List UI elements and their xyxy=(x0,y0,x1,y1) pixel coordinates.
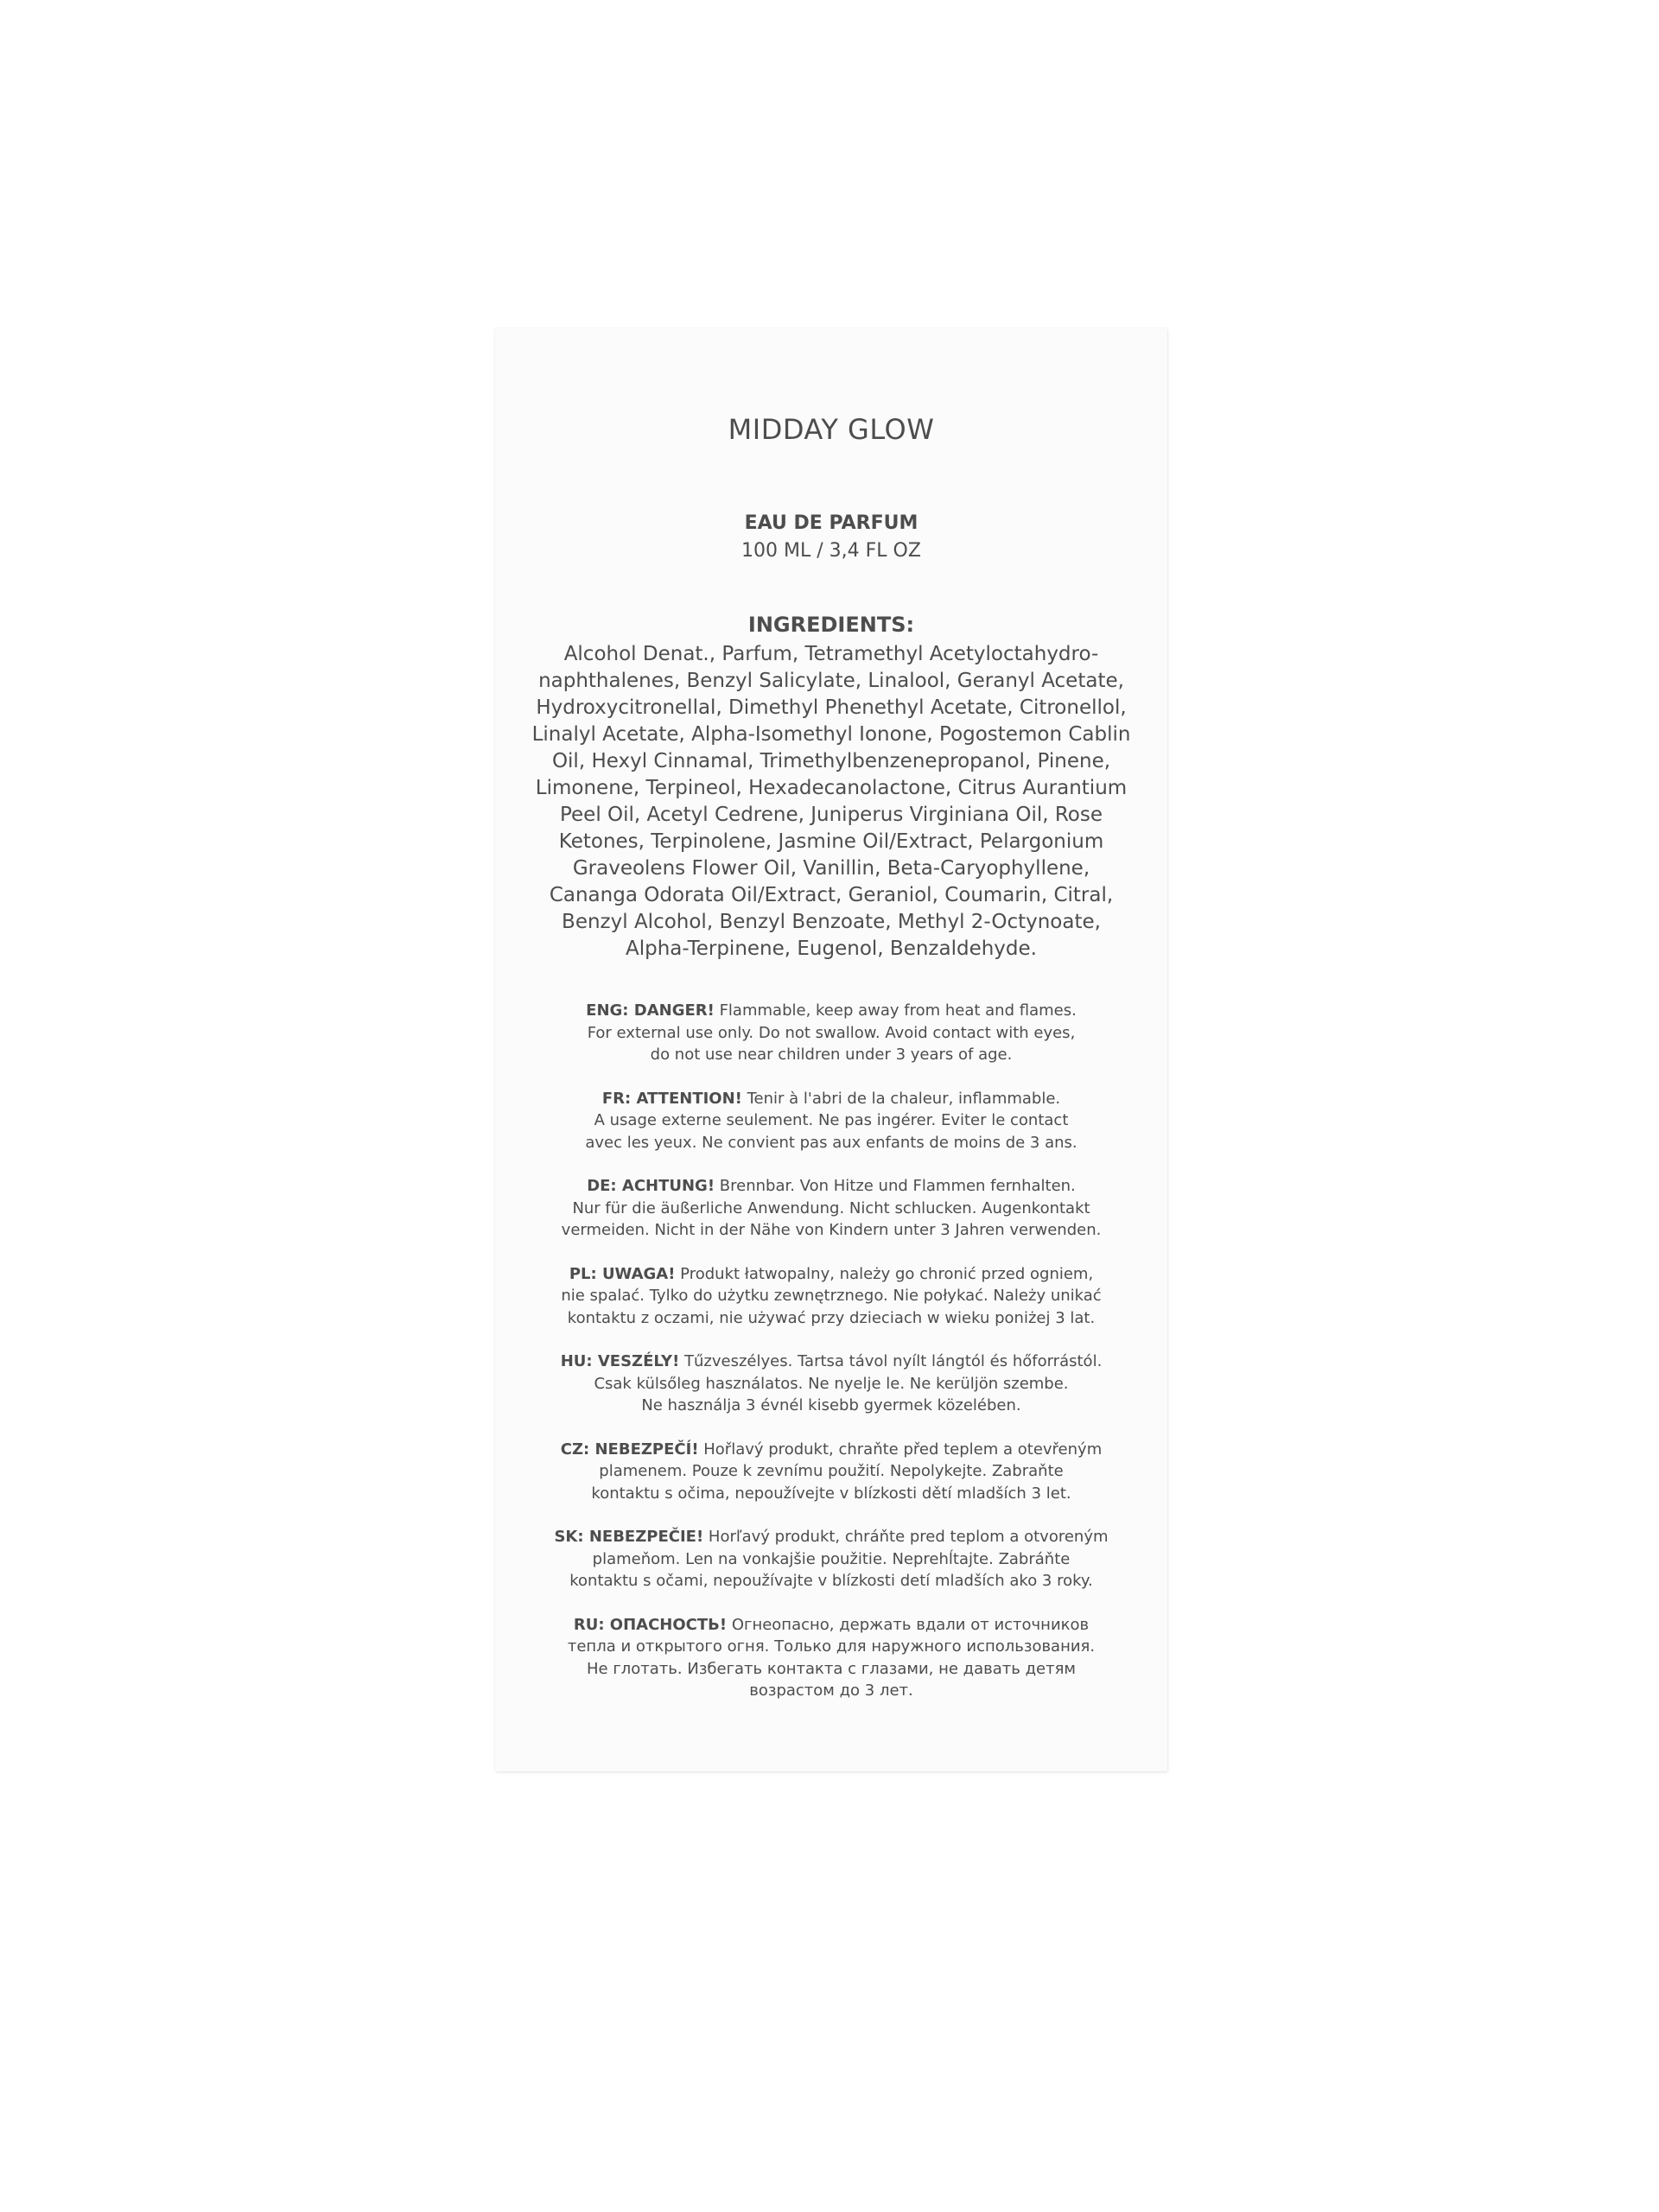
warning-line: Tűzveszélyes. Tartsa távol nyílt lángtól és hőforrástól. xyxy=(679,1352,1103,1370)
warning-line: Produkt łatwopalny, należy go chronić przed ogniem, xyxy=(675,1264,1094,1283)
warning-pl xyxy=(521,1263,1141,1330)
warning-line: plameňom. Len na vonkajšie použitie. Neprehĺtajte. Zabráňte xyxy=(592,1549,1071,1568)
warning-code: DE: ACHTUNG! xyxy=(587,1177,715,1195)
warning-line: kontaktu s očima, nepoužívejte v blízkosti dětí mladších 3 let. xyxy=(591,1484,1071,1503)
warning-line: Flammable, keep away from heat and flames. xyxy=(714,1001,1077,1020)
warning-line: avec les yeux. Ne convient pas aux enfants de moins de 3 ans. xyxy=(585,1133,1077,1152)
ingredients-line: Limonene, Terpineol, Hexadecanolactone, Citrus Aurantium xyxy=(535,777,1128,799)
warning-eng xyxy=(521,1000,1141,1066)
warning-line: возрастом до 3 лет. xyxy=(749,1681,913,1700)
warning-line: Horľavý produkt, chráňte pred teplom a otvoreným xyxy=(703,1528,1109,1546)
warning-line: For external use only. Do not swallow. Avoid contact with eyes, xyxy=(587,1023,1076,1042)
warning-line: Tenir à l'abri de la chaleur, inflammable. xyxy=(741,1089,1061,1108)
warning-code: RU: ОПАСНОСТЬ! xyxy=(573,1615,728,1634)
warning-line: Ne használja 3 évnél kisebb gyermek közelében. xyxy=(641,1396,1021,1414)
warning-ru xyxy=(521,1614,1141,1702)
warning-de xyxy=(521,1175,1141,1242)
ingredients-line: Hydroxycitronellal, Dimethyl Phenethyl Acetate, Citronellol, xyxy=(536,696,1127,719)
ingredients-line: Alcohol Denat., Parfum, Tetramethyl Acetyloctahydro- xyxy=(563,643,1099,665)
warning-code: PL: UWAGA! xyxy=(569,1264,676,1283)
ingredients-line: Cananga Odorata Oil/Extract, Geraniol, Coumarin, Citral, xyxy=(549,884,1114,906)
warning-line: plamenem. Pouze k zevnímu použití. Nepolykejte. Zabraňte xyxy=(599,1462,1064,1480)
ingredients-line: Benzyl Alcohol, Benzyl Benzoate, Methyl 2-Octynoate, xyxy=(562,911,1101,933)
warning-code: SK: NEBEZPEČIE! xyxy=(554,1528,704,1546)
product-name: MIDDAY GLOW xyxy=(728,413,935,446)
warning-line: vermeiden. Nicht in der Nähe von Kindern unter 3 Jahren verwenden. xyxy=(561,1221,1102,1239)
ingredients-line: Oil, Hexyl Cinnamal, Trimethylbenzenepropanol, Pinene, xyxy=(551,750,1111,772)
ingredients-list xyxy=(521,641,1141,963)
warning-line: Nur für die äußerliche Anwendung. Nicht schlucken. Augenkontakt xyxy=(572,1198,1090,1217)
warning-fr xyxy=(521,1088,1141,1154)
ingredients-line: Graveolens Flower Oil, Vanillin, Beta-Caryophyllene, xyxy=(572,857,1090,880)
warning-line: тепла и открытого огня. Только для наружного использования. xyxy=(567,1637,1096,1656)
warning-code: FR: ATTENTION! xyxy=(601,1089,742,1108)
warning-line: Не глотать. Избегать контакта с глазами, не давать детям xyxy=(587,1659,1076,1678)
warning-code: CZ: NEBEZPEČÍ! xyxy=(560,1440,699,1459)
warning-line: Огнеопасно, держать вдали от источников xyxy=(727,1615,1090,1634)
warning-hu xyxy=(521,1351,1141,1417)
safety-warnings xyxy=(521,1000,1141,1724)
ingredients-line: Peel Oil, Acetyl Cedrene, Juniperus Virginiana Oil, Rose xyxy=(559,804,1103,826)
product-box-back xyxy=(495,328,1167,1771)
warning-line: A usage externe seulement. Ne pas ingérer. Eviter le contact xyxy=(594,1111,1069,1129)
ingredients-heading: INGREDIENTS: xyxy=(747,613,915,637)
warning-line: Brennbar. Von Hitze und Flammen fernhalten. xyxy=(715,1177,1076,1195)
ingredients-line: Ketones, Terpinolene, Jasmine Oil/Extract, Pelargonium xyxy=(558,830,1104,853)
warning-code: ENG: DANGER! xyxy=(586,1001,715,1020)
ingredients-line: Alpha-Terpinene, Eugenol, Benzaldehyde. xyxy=(626,938,1037,960)
warning-sk xyxy=(521,1526,1141,1592)
ingredients-line: naphthalenes, Benzyl Salicylate, Linalool, Geranyl Acetate, xyxy=(538,670,1124,692)
ingredients-line: Linalyl Acetate, Alpha-Isomethyl Ionone, Pogostemon Cablin xyxy=(531,723,1131,746)
warning-line: do not use near children under 3 years of age. xyxy=(650,1046,1013,1064)
warning-line: Hořlavý produkt, chraňte před teplem a otevřeným xyxy=(698,1440,1103,1459)
warning-cz xyxy=(521,1439,1141,1505)
warning-line: nie spalać. Tylko do użytku zewnętrznego. Nie połykać. Należy unikać xyxy=(561,1287,1102,1305)
product-volume: 100 ML / 3,4 FL OZ xyxy=(741,540,921,562)
warning-line: kontaktu s očami, nepoužívajte v blízkosti detí mladších ako 3 roky. xyxy=(569,1572,1093,1590)
warning-line: Csak külsőleg használatos. Ne nyelje le. Ne kerüljön szembe. xyxy=(594,1374,1069,1393)
product-type: EAU DE PARFUM xyxy=(744,512,918,534)
warning-code: HU: VESZÉLY! xyxy=(560,1352,680,1370)
warning-line: kontaktu z oczami, nie używać przy dzieciach w wieku poniżej 3 lat. xyxy=(567,1308,1096,1327)
